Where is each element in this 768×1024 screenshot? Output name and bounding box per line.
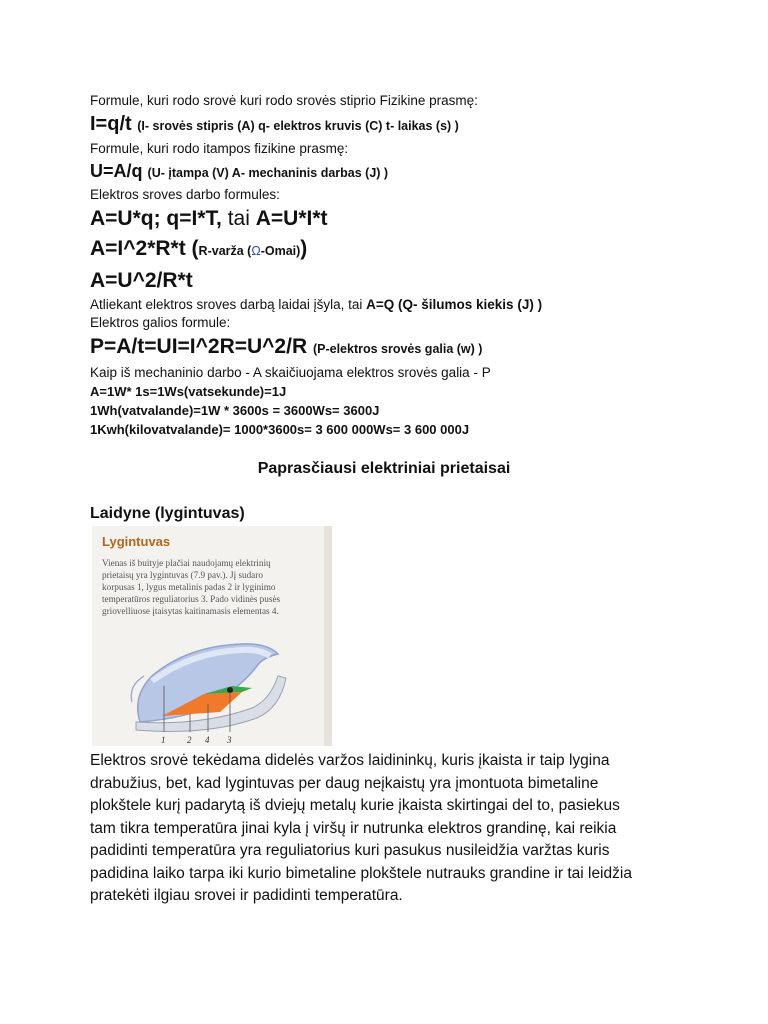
figure-title: Lygintuvas — [102, 534, 171, 549]
formula-work-2-d: ) — [300, 237, 308, 260]
text-line-2: Formule, kuri rodo itampos fizikine prasmę: — [90, 141, 349, 156]
paragraph-line-6: padidina laiko tarpa iki kurio bimetaline plokštele nutrauks grandine ir tai leidžia — [90, 864, 632, 882]
ohm-symbol: Ω — [251, 244, 261, 258]
paragraph-line-5: padidinti temperatūra yra reguliatorius kuri pasukus nusileidžia varžtas kuris — [90, 842, 610, 859]
figure-label-2: 2 — [187, 735, 192, 745]
figure-label-4: 4 — [205, 735, 210, 745]
calc-line-1: A=1W* 1s=1Ws(vatsekunde)=1J — [90, 384, 287, 399]
text-line-4-text: Atliekant elektros sroves darbą laidai įšyla, tai — [90, 297, 367, 312]
text-line-4 — [90, 296, 690, 314]
text-line-3: Elektros sroves darbo formules: — [90, 187, 280, 202]
iron-figure — [92, 526, 332, 746]
section-title: Paprasčiausi elektriniai prietaisai — [257, 460, 511, 477]
formula-voltage-main: U=A/q — [90, 161, 143, 181]
iron-figure-svg — [92, 526, 332, 746]
caption-line-3: korpusas 1, lygus metalinis padas 2 ir lyginimo — [102, 582, 276, 592]
figure-label-1: 1 — [161, 735, 166, 745]
body-paragraph — [90, 750, 680, 908]
caption-line-5: griovelliuose įtaisytas kaitinamasis elementas 4. — [102, 606, 279, 616]
caption-line-2: prietaisų yra lygintuvas (7.9 pav.). Jį sudaro — [102, 570, 263, 580]
document-page — [90, 92, 690, 439]
formula-work-3: A=U^2/R*t — [90, 269, 193, 292]
paragraph-line-7: pratekėti ilgiau srovei ir padidinti temperatūra. — [90, 887, 403, 904]
formula-current — [90, 110, 690, 140]
formula-voltage — [90, 158, 690, 186]
formula-power-main: P=A/t=UI=I^2R=U^2/R — [90, 335, 308, 358]
caption-line-1: Vienas iš buityje plačiai naudojamų elektrinių — [102, 558, 271, 568]
caption-line-4: temperatūros reguliatorius 3. Pado vidinės pusės — [102, 594, 281, 604]
calc-line-3: 1Kwh(kilovatvalande)= 1000*3600s= 3 600 000Ws= 3 600 000J — [90, 422, 470, 437]
formula-power — [90, 332, 690, 364]
formula-power-note: (P-elektros srovės galia (w) ) — [312, 342, 483, 356]
figure-caption — [102, 558, 281, 616]
formula-current-main: I=q/t — [90, 113, 132, 135]
formula-work-2-b: R-varža ( — [198, 244, 252, 258]
formula-voltage-note: (U- įtampa (V) A- mechaninis darbas (J) ) — [147, 166, 389, 180]
formula-work-1-a: A=U*q; q=I*T, — [90, 207, 222, 230]
paragraph-line-1: Elektros srovė tekėdama didelės varžos laidininkų, kuris įkaista ir taip lygina — [90, 752, 610, 769]
figure-edge — [324, 526, 332, 746]
paragraph-line-2: drabužius, bet, kad lygintuvas per daug neįkaistų yra įmontuota bimetaline — [90, 774, 599, 792]
formula-work-2-c: -Omai) — [260, 244, 301, 258]
calc-line-2: 1Wh(vatvalande)=1W * 3600s = 3600Ws= 3600J — [90, 403, 380, 418]
formula-work-2-a: A=I^2*R*t ( — [90, 237, 199, 260]
formula-current-note: (I- srovės stipris (A) q- elektros kruvis (C) t- laikas (s) ) — [137, 119, 459, 133]
text-line-1: Formule, kuri rodo srovė kuri rodo srovės stiprio Fizikine prasmę: — [90, 93, 478, 108]
formula-work-1-b: tai — [221, 207, 256, 230]
paragraph-line-3: plokštele kurį padarytą iš dviejų metalų kurie įkaista skirtingai del to, pasiekus — [90, 797, 620, 814]
figure-label-3: 3 — [227, 735, 232, 745]
formula-work-2 — [90, 234, 690, 266]
paragraph-line-4: tam tikra temperatūra jinai kyla į viršų ir nutrunka elektros grandinę, kai reikia — [90, 819, 617, 837]
formula-work-1-c: A=U*I*t — [255, 207, 328, 230]
text-line-5: Elektros galios formule: — [90, 315, 231, 330]
formula-work-1 — [90, 204, 690, 234]
text-line-6: Kaip iš mechaninio darbo - A skaičiuojama elektros srovės galia - P — [90, 365, 491, 380]
text-line-4-bold: A=Q (Q- šilumos kiekis (J) ) — [366, 297, 543, 312]
subheading: Laidyne (lygintuvas) — [90, 505, 245, 522]
